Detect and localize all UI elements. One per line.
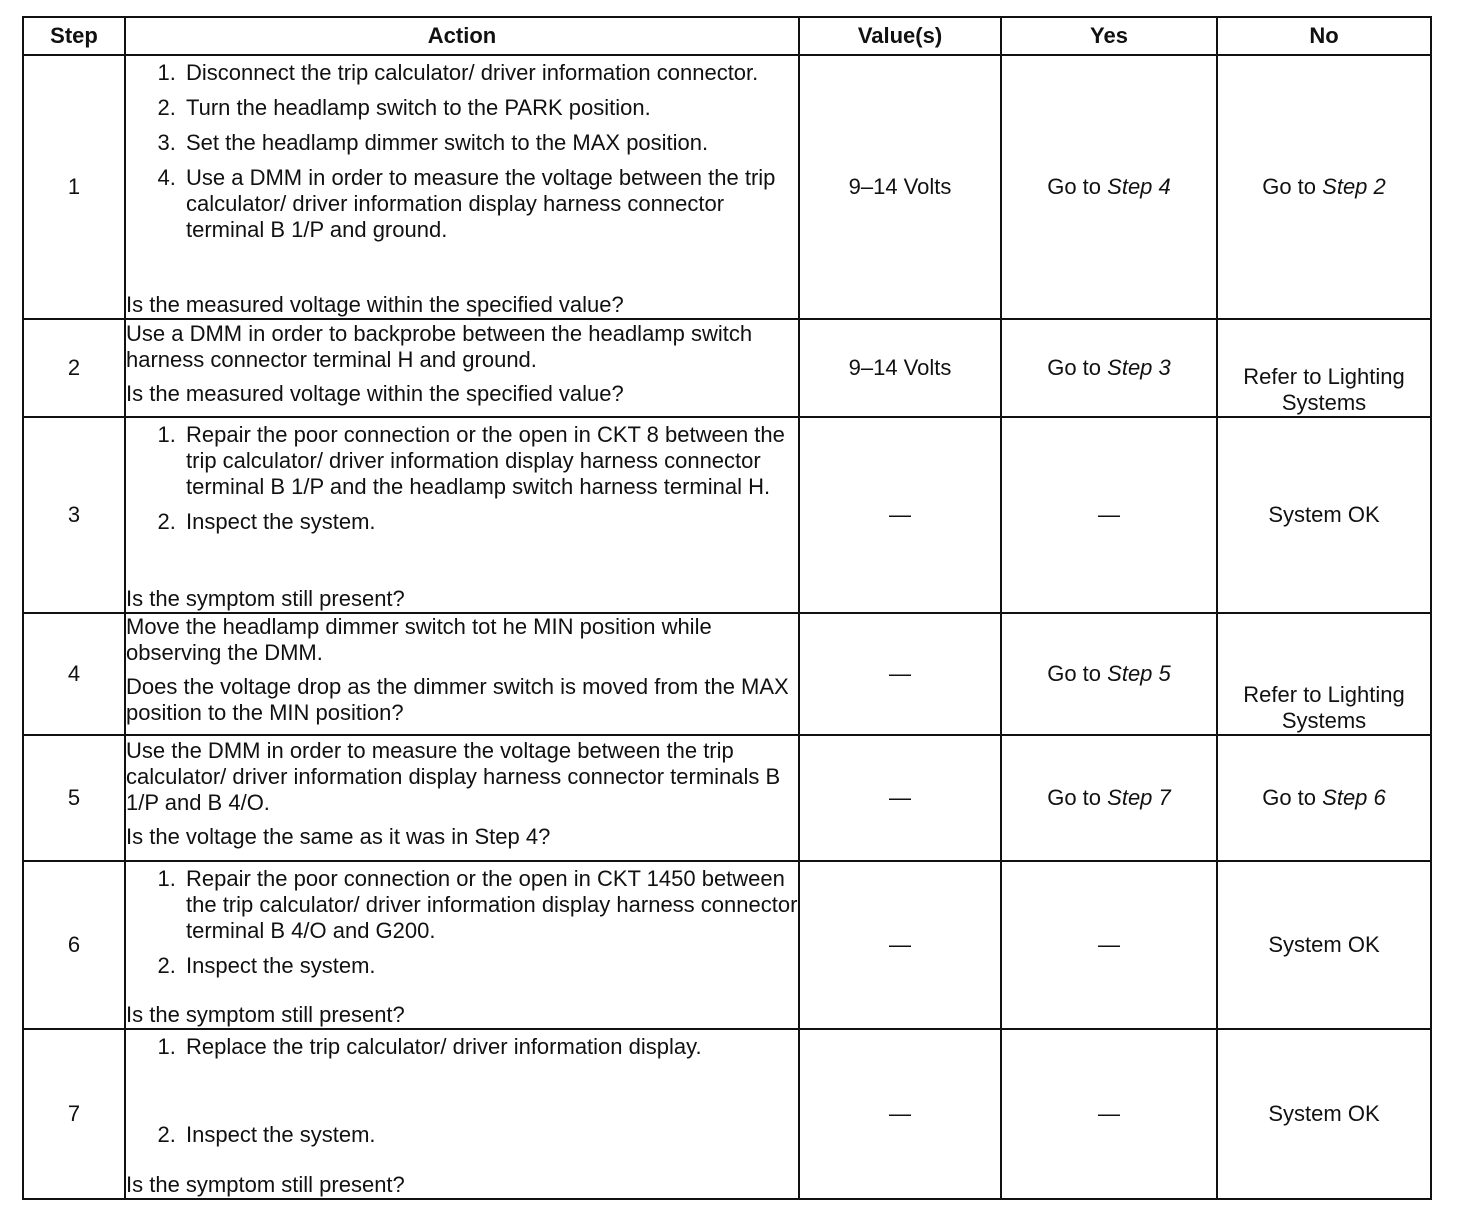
action-cell (125, 55, 799, 319)
action-steps (126, 866, 798, 979)
header-action: Action (125, 17, 799, 55)
value-cell: — (799, 861, 1001, 1029)
action-cell (125, 319, 799, 417)
action-cell (125, 861, 799, 1029)
yes-step-ref: Step 7 (1107, 785, 1171, 810)
yes-step-ref: Step 4 (1107, 174, 1171, 199)
yes-cell (1001, 613, 1217, 735)
header-no: No (1217, 17, 1431, 55)
action-step-item: 4. Use a DMM in order to measure the voltage between the trip calculator/ driver information display harness connector terminal B 1/P and ground. (182, 165, 798, 243)
step-number: 4 (23, 613, 125, 735)
action-step-item: 1. Repair the poor connection or the open in CKT 8 between the trip calculator/ driver information display harness connector terminal B 1/P and the headlamp switch harness terminal H. (182, 422, 798, 500)
yes-cell (1001, 319, 1217, 417)
action-question: Is the measured voltage within the specified value? (126, 292, 624, 317)
action-step-item: 1. Replace the trip calculator/ driver information display. (182, 1034, 798, 1060)
action-step-item: 2. Turn the headlamp switch to the PARK position. (182, 95, 798, 121)
step-number: 3 (23, 417, 125, 613)
no-cell (1217, 55, 1431, 319)
action-step-item: 3. Set the headlamp dimmer switch to the MAX position. (182, 130, 798, 156)
header-value: Value(s) (799, 17, 1001, 55)
diagnostic-table (22, 16, 1432, 1200)
yes-step-ref: Step 3 (1107, 355, 1171, 380)
no-prefix: Go to (1262, 785, 1317, 810)
header-step: Step (23, 17, 125, 55)
action-question: Is the symptom still present? (126, 586, 405, 611)
yes-cell: — (1001, 417, 1217, 613)
step-number: 6 (23, 861, 125, 1029)
no-cell: Refer to Lighting Systems (1217, 613, 1431, 735)
action-cell (125, 735, 799, 861)
no-cell: System OK (1217, 861, 1431, 1029)
step-number: 2 (23, 319, 125, 417)
table-row (23, 319, 1431, 417)
no-prefix: Go to (1262, 174, 1317, 199)
action-step-item: 2. Inspect the system. (182, 509, 798, 535)
action-text: Use a DMM in order to backprobe between the headlamp switch harness connector terminal H and ground. (126, 321, 753, 372)
table-row (23, 417, 1431, 613)
action-question: Does the voltage drop as the dimmer switch is moved from the MAX position to the MIN position? (126, 674, 789, 725)
action-text: Use the DMM in order to measure the voltage between the trip calculator/ driver information display harness connector terminals B 1/P and B 4/O. (126, 738, 781, 815)
action-question: Is the symptom still present? (126, 1002, 405, 1027)
no-cell: Refer to Lighting Systems (1217, 319, 1431, 417)
table-row (23, 613, 1431, 735)
action-step-item: 1. Disconnect the trip calculator/ driver information connector. (182, 60, 798, 86)
value-cell: 9–14 Volts (799, 55, 1001, 319)
action-step-item: 2. Inspect the system. (182, 953, 798, 979)
step-number: 5 (23, 735, 125, 861)
step-number: 1 (23, 55, 125, 319)
yes-cell (1001, 735, 1217, 861)
yes-prefix: Go to (1047, 174, 1102, 199)
yes-cell: — (1001, 1029, 1217, 1199)
action-cell (125, 1029, 799, 1199)
header-row (23, 17, 1431, 55)
no-cell: System OK (1217, 1029, 1431, 1199)
value-cell: — (799, 417, 1001, 613)
action-question: Is the measured voltage within the specified value? (126, 381, 624, 406)
table-row (23, 735, 1431, 861)
no-cell: System OK (1217, 417, 1431, 613)
value-cell: — (799, 735, 1001, 861)
action-steps (126, 422, 798, 535)
table-row (23, 861, 1431, 1029)
yes-cell: — (1001, 861, 1217, 1029)
yes-cell (1001, 55, 1217, 319)
header-yes: Yes (1001, 17, 1217, 55)
yes-prefix: Go to (1047, 661, 1102, 686)
no-step-ref: Step 6 (1322, 785, 1386, 810)
no-step-ref: Step 2 (1322, 174, 1386, 199)
action-question: Is the voltage the same as it was in Step 4? (126, 824, 551, 849)
no-cell (1217, 735, 1431, 861)
action-steps (126, 60, 798, 243)
yes-step-ref: Step 5 (1107, 661, 1171, 686)
value-cell: 9–14 Volts (799, 319, 1001, 417)
table-row (23, 1029, 1431, 1199)
action-question: Is the symptom still present? (126, 1172, 405, 1197)
yes-prefix: Go to (1047, 355, 1102, 380)
step-number: 7 (23, 1029, 125, 1199)
value-cell: — (799, 613, 1001, 735)
action-cell (125, 613, 799, 735)
action-steps (126, 1034, 798, 1148)
action-text: Move the headlamp dimmer switch tot he MIN position while observing the DMM. (126, 614, 712, 665)
yes-prefix: Go to (1047, 785, 1102, 810)
action-cell (125, 417, 799, 613)
action-step-item: 1. Repair the poor connection or the open in CKT 1450 between the trip calculator/ driver information display harness connector terminal B 4/O and G200. (182, 866, 798, 944)
table-row (23, 55, 1431, 319)
action-step-item: 2. Inspect the system. (182, 1122, 798, 1148)
value-cell: — (799, 1029, 1001, 1199)
